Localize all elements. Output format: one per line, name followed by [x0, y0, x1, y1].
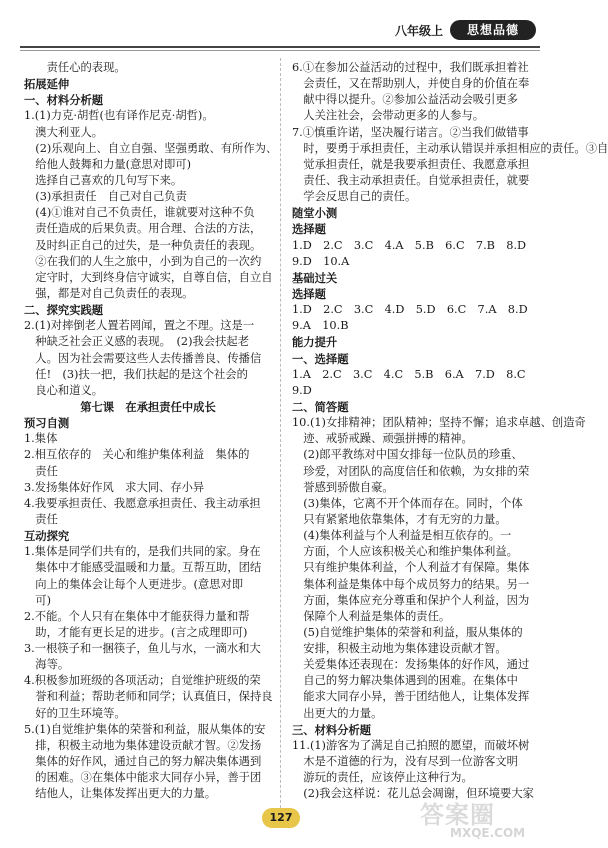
text-line: 基础过关 — [292, 270, 338, 285]
text-line: 随堂小测 — [292, 206, 338, 221]
text-line: 只有维护集体利益，个人利益才有保障。集体 — [292, 561, 530, 575]
text-line: 1.D 2.C 3.C 4.D 5.D 6.C 7.A 8.D — [292, 303, 528, 317]
text-line: 1.集体 — [24, 432, 58, 446]
text-line: 9.D — [292, 383, 312, 397]
text-line: 互动探究 — [24, 529, 70, 544]
text-line: 集体利益是集体中每个成员努力的结果。另一 — [292, 577, 530, 591]
text-line: 澳大利亚人。 — [24, 125, 104, 139]
text-line: 良心和道义。 — [24, 383, 104, 397]
text-line: (3)承担责任 自己对自己负责 — [24, 190, 187, 204]
text-line: 责任造成的后果负责。用合理、合法的方法， — [24, 222, 262, 236]
text-line: 一、材料分析题 — [24, 93, 104, 108]
text-line: 方面，集体应充分尊重和保护个人利益，因为 — [292, 593, 530, 607]
watermark-url: MXQE.COM — [450, 826, 526, 840]
text-line: 誉和利益；帮助老师和同学；认真值日，保持良 — [24, 690, 273, 704]
text-line: 海等。 — [24, 658, 70, 672]
text-line: 种缺乏社会正义感的表现。 (2)我会扶起老 — [24, 335, 249, 349]
text-line: 结他人，让集体发挥出更大的力量。 — [24, 787, 217, 801]
subject-badge: 思想品德 — [450, 20, 536, 40]
text-line: 只有紧紧地依靠集体，才有无穷的力量。 — [292, 512, 507, 526]
text-line: 责任 — [24, 464, 58, 478]
text-line: 能力提升 — [292, 335, 338, 350]
text-line: 任! (3)扶一把，我们扶起的是这个社会的 — [24, 367, 248, 381]
text-line: 的困难。③在集体中能求大同存小异，善于团 — [24, 771, 262, 785]
text-line: 献中得以提升。②参加公益活动会吸引更多 — [292, 93, 518, 107]
text-line: 会责任，又在帮助别人，并使自身的价值在奉 — [292, 77, 530, 91]
text-line: (2)郎平教练对中国女排每一位队员的珍重、 — [292, 448, 523, 462]
text-line: 一、选择题 — [292, 351, 349, 366]
text-line: 木是不道德的行为，没有尽到一位游客文明 — [292, 755, 518, 769]
text-line: 预习自测 — [24, 416, 70, 431]
right-column — [292, 60, 608, 830]
header-rule — [20, 46, 540, 48]
text-line: 誉感到骄傲自豪。 — [292, 480, 394, 494]
text-line: 出更大的力量。 — [292, 706, 383, 720]
text-line: 安排，积极主动地为集体建设贡献才智。 — [292, 642, 507, 656]
text-line: 迹、戒骄戒躁、顽强拼搏的精神。 — [292, 432, 473, 446]
text-line: 10.(1)女排精神；团队精神；坚持不懈；追求卓越、创造奇 — [292, 416, 586, 430]
page-header — [0, 0, 563, 50]
text-line: 三、材料分析题 — [292, 722, 372, 737]
text-line: 自己的努力解决集体遇到的困难。在集体中 — [292, 674, 518, 688]
column-divider — [280, 58, 282, 828]
watermark-logo: 答案圈 — [420, 801, 495, 829]
text-line: 可) — [24, 593, 52, 607]
text-line: 拓展延伸 — [24, 77, 70, 92]
text-line: (2)乐观向上、自立自强、坚强勇敢、有所作为、 — [24, 141, 278, 155]
text-line: 3.发扬集体好作风 求大同、存小异 — [24, 480, 205, 494]
text-line: 及时纠正自己的过失，是一种负责任的表现。 — [24, 238, 262, 252]
text-line: 6.①在参加公益活动的过程中，我们既承担着社 — [292, 61, 529, 74]
text-line: 珍爱，对团队的高度信任和依赖，为女排的荣 — [292, 464, 530, 478]
left-column — [24, 60, 278, 830]
text-line: 2.相互依存的 关心和维护集体利益 集体的 — [24, 448, 250, 462]
text-line: (2)我会这样说：花儿总会凋谢，但环境要大家 — [292, 787, 534, 801]
text-line: 9.A 10.B — [292, 319, 349, 333]
text-line: 选择题 — [292, 286, 326, 301]
text-line: 强，都是对自己负责任的表现。 — [24, 286, 194, 300]
text-line: 责任、我主动承担责任。自觉承担责任，就要 — [292, 173, 530, 187]
header-rule-thin — [20, 50, 540, 51]
page-number: 127 — [262, 808, 300, 828]
text-line: 保障个人利益是集体的责任。 — [292, 609, 451, 623]
text-line: 关爱集体还表现在：发扬集体的好作风，通过 — [292, 658, 530, 672]
text-line: 11.(1)游客为了满足自己拍照的愿望，而破坏树 — [292, 738, 530, 752]
text-line: 人。因为社会需要这些人去传播善良、传播信 — [24, 351, 262, 365]
text-line: 2.(1)对摔倒老人置若罔闻，置之不理。这是一 — [24, 319, 255, 333]
text-line: 5.(1)自觉维护集体的荣誉和利益，服从集体的安 — [24, 722, 266, 736]
text-line: 助，才能有更长足的进步。(言之成理即可) — [24, 625, 248, 639]
text-line: 1.A 2.C 3.C 4.C 5.B 6.A 7.D 8.C — [292, 367, 526, 381]
text-line: 责任 — [24, 512, 58, 526]
text-line: 方面，个人应该积极关心和维护集体利益。 — [292, 545, 518, 559]
text-line: 学会反思自己的责任。 — [292, 190, 417, 204]
text-line: 能求大同存小异，善于团结他人，让集体发挥 — [292, 690, 530, 704]
text-line: 时，要勇于承担责任，主动承认错误并承担相应的责任。③自 — [292, 141, 608, 155]
text-line: 7.①慎重许诺，坚决履行诺言。②当我们做错事 — [292, 125, 529, 139]
text-line: 人关注社会，会带动更多的人参与。 — [292, 109, 485, 123]
text-line: 3.一根筷子和一捆筷子，鱼儿与水，一滴水和大 — [24, 642, 261, 656]
text-line: 4.积极参加班级的各项活动；自觉维护班级的荣 — [24, 674, 261, 688]
text-line: 2.不能。个人只有在集体中才能获得力量和帮 — [24, 609, 250, 623]
text-line: 9.D 10.A — [292, 254, 350, 268]
text-line: 4.我要承担责任、我愿意承担责任、我主动承担 — [24, 496, 261, 510]
text-line: 1.D 2.C 3.C 4.A 5.B 6.C 7.B 8.D — [292, 238, 527, 252]
text-line: (3)集体，它离不开个体而存在。同时，个体 — [292, 496, 523, 510]
text-line: 选择题 — [292, 222, 326, 237]
text-line: 游玩的责任，应该停止这种行为。 — [292, 771, 473, 785]
text-line: 向上的集体会让每个人更进步。(意思对即 — [24, 577, 244, 591]
text-line: 选择自己喜欢的几句写下来。 — [24, 173, 183, 187]
text-line: 第七课 在承担责任中成长 — [80, 399, 216, 414]
text-line: 集体的好作风，通过自己的努力解决集体遇到 — [24, 755, 262, 769]
text-line: ②在我们的人生之旅中，小到为自己的一次约 — [24, 254, 262, 268]
text-line: (4)①谁对自己不负责任，谁就要对这种不负 — [24, 206, 255, 220]
text-line: (4)集体利益与个人利益是相互依存的。一 — [292, 529, 512, 543]
text-line: 好的卫生环境等。 — [24, 706, 126, 720]
text-line: 集体中才能感受温暖和力量。互帮互助，团结 — [24, 561, 262, 575]
text-line: 排，积极主动地为集体建设贡献才智。②发扬 — [24, 738, 262, 752]
text-line: 定守时，大到终身信守诚实，自尊自信，自立自 — [24, 270, 273, 284]
text-line: 二、简答题 — [292, 399, 349, 414]
text-line: 觉承担责任，就是我要承担责任、我愿意承担 — [292, 157, 530, 171]
text-line: 给他人鼓舞和力量(意思对即可) — [24, 157, 191, 171]
text-line: 责任心的表现。 — [24, 61, 126, 74]
text-line: (5)自觉维护集体的荣誉和利益，服从集体的 — [292, 625, 523, 639]
text-line: 二、探究实践题 — [24, 303, 104, 318]
grade-label: 八年级上 — [395, 24, 444, 38]
text-line: 1.集体是同学们共有的，是我们共同的家。身在 — [24, 545, 261, 559]
text-line: 1.(1)力克·胡哲(也有译作尼克·胡哲)。 — [24, 109, 214, 123]
